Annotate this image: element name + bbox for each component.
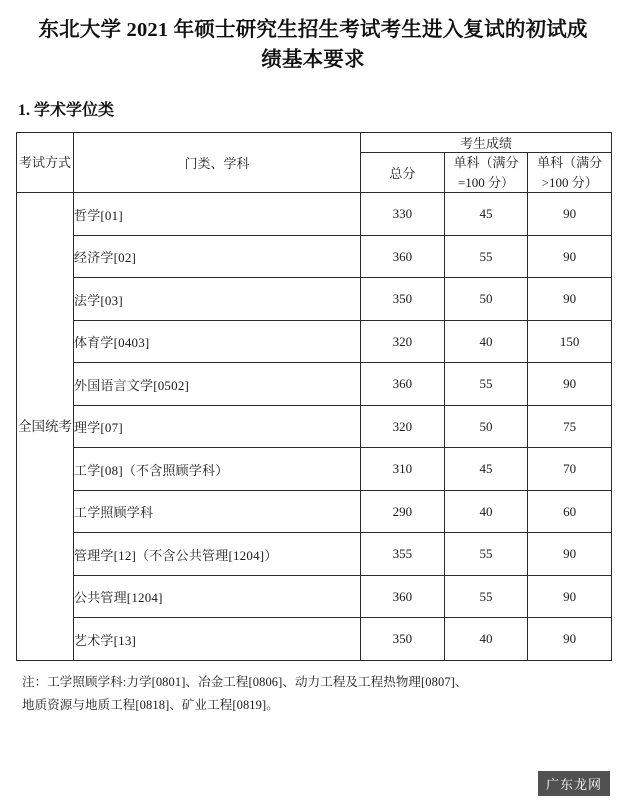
- cell-total: 310: [361, 448, 445, 491]
- header-category: 门类、学科: [74, 133, 361, 193]
- cell-sub100: 50: [444, 405, 528, 448]
- cell-category: 公共管理[1204]: [74, 575, 361, 618]
- header-subject-over-100: 单科（满分>100 分）: [528, 153, 612, 193]
- cell-total: 360: [361, 235, 445, 278]
- cell-sub100: 40: [444, 320, 528, 363]
- cell-total: 290: [361, 490, 445, 533]
- cell-sub100: 55: [444, 575, 528, 618]
- cell-sub100: 55: [444, 363, 528, 406]
- cell-category: 哲学[01]: [74, 193, 361, 236]
- score-requirements-table: [16, 132, 612, 661]
- cell-subover: 90: [528, 533, 612, 576]
- cell-total: 350: [361, 278, 445, 321]
- cell-subover: 70: [528, 448, 612, 491]
- cell-category: 法学[03]: [74, 278, 361, 321]
- header-total-score: 总分: [361, 153, 445, 193]
- table-row: [17, 278, 612, 321]
- table-row: [17, 235, 612, 278]
- table-row: [17, 618, 612, 661]
- row-group-label-national-exam: 全国统考: [17, 193, 74, 661]
- cell-category: 体育学[0403]: [74, 320, 361, 363]
- cell-category: 管理学[12]（不含公共管理[1204]）: [74, 533, 361, 576]
- table-row: [17, 575, 612, 618]
- cell-subover: 90: [528, 575, 612, 618]
- cell-subover: 75: [528, 405, 612, 448]
- header-exam-mode: 考试方式: [17, 133, 74, 193]
- page-title: 东北大学 2021 年硕士研究生招生考试考生进入复试的初试成绩基本要求: [38, 19, 588, 71]
- note-line-1: 注：工学照顾学科:力学[0801]、冶金工程[0806]、动力工程及工程热物理[0807]、: [22, 674, 468, 689]
- watermark: 广东龙网: [538, 771, 610, 796]
- cell-subover: 150: [528, 320, 612, 363]
- cell-subover: 90: [528, 278, 612, 321]
- cell-total: 360: [361, 363, 445, 406]
- cell-total: 320: [361, 405, 445, 448]
- cell-total: 360: [361, 575, 445, 618]
- cell-category: 经济学[02]: [74, 235, 361, 278]
- cell-sub100: 50: [444, 278, 528, 321]
- cell-category: 艺术学[13]: [74, 618, 361, 661]
- table-row: [17, 320, 612, 363]
- section-title: 1. 学术学位类: [18, 102, 115, 120]
- table-row: [17, 363, 612, 406]
- cell-subover: 90: [528, 363, 612, 406]
- cell-subover: 60: [528, 490, 612, 533]
- note-line-2: 地质资源与地质工程[0818]、矿业工程[0819]。: [22, 698, 279, 713]
- header-subject-100: 单科（满分=100 分）: [444, 153, 528, 193]
- cell-category: 外国语言文学[0502]: [74, 363, 361, 406]
- cell-sub100: 45: [444, 448, 528, 491]
- table-row: [17, 193, 612, 236]
- cell-sub100: 55: [444, 235, 528, 278]
- cell-category: 工学照顾学科: [74, 490, 361, 533]
- cell-sub100: 40: [444, 618, 528, 661]
- header-scores-group: 考生成绩: [361, 133, 612, 153]
- cell-category: 工学[08]（不含照顾学科）: [74, 448, 361, 491]
- cell-category: 理学[07]: [74, 405, 361, 448]
- cell-subover: 90: [528, 235, 612, 278]
- table-header-row-1: [17, 133, 612, 153]
- table-row: [17, 405, 612, 448]
- cell-subover: 90: [528, 618, 612, 661]
- cell-sub100: 40: [444, 490, 528, 533]
- table-row: [17, 533, 612, 576]
- cell-subover: 90: [528, 193, 612, 236]
- cell-total: 350: [361, 618, 445, 661]
- table-note: [16, 671, 610, 717]
- cell-total: 330: [361, 193, 445, 236]
- cell-total: 320: [361, 320, 445, 363]
- cell-sub100: 55: [444, 533, 528, 576]
- table-row: [17, 490, 612, 533]
- cell-total: 355: [361, 533, 445, 576]
- cell-sub100: 45: [444, 193, 528, 236]
- table-row: [17, 448, 612, 491]
